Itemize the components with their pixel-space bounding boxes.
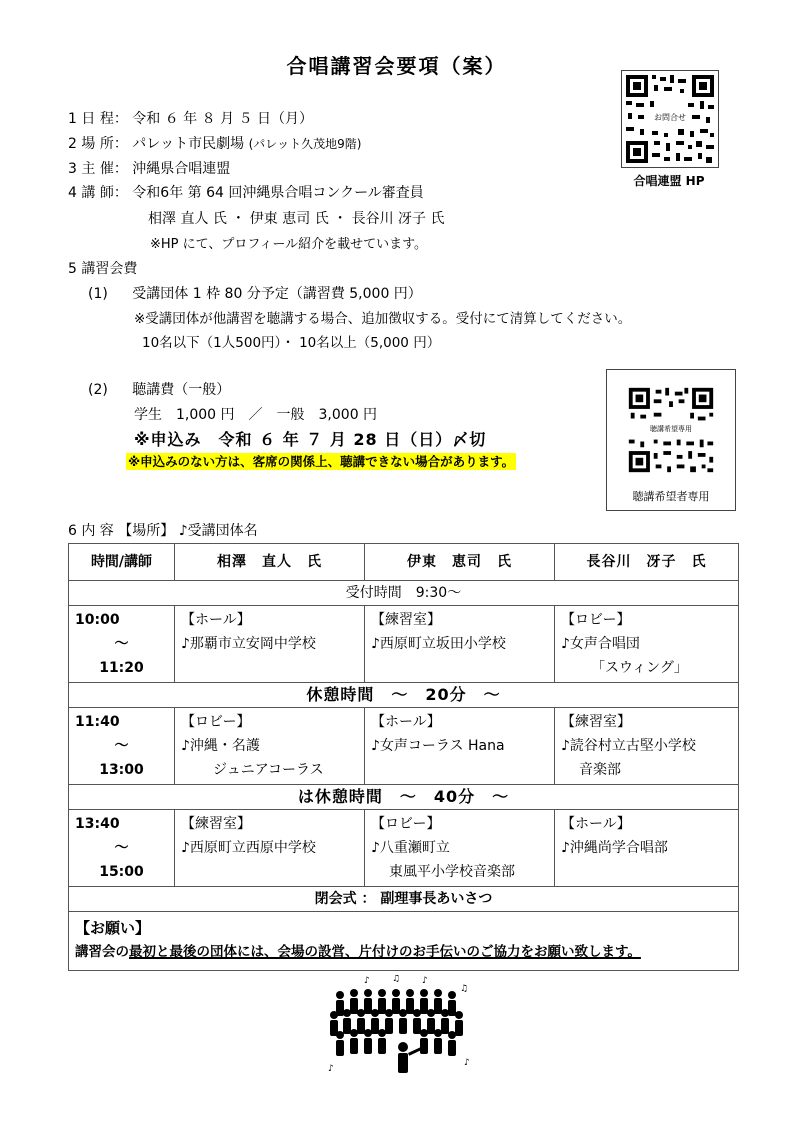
- qr-code-listen[interactable]: [625, 384, 717, 476]
- group-name-cont: 東風平小学校音楽部: [389, 864, 515, 880]
- session-cell: [365, 810, 555, 887]
- page-title: 合唱講習会要項（案）: [286, 54, 507, 78]
- item-value: パレット市民劇場: [132, 136, 245, 152]
- break-row: [69, 683, 739, 708]
- room-label: 【ホール】: [371, 714, 441, 730]
- break-time: 休憩時間 ～ 20分 ～: [69, 683, 739, 708]
- svg-text:♪: ♪: [464, 1058, 470, 1068]
- choir-icon: [326, 975, 474, 1075]
- item-number: 4: [68, 185, 77, 201]
- group-name: ♪読谷村立古堅小学校: [561, 738, 696, 754]
- session-cell: [555, 606, 739, 683]
- room-label: 【ロビー】: [371, 816, 441, 832]
- item-venue: [68, 133, 362, 153]
- qr-caption: 合唱連盟 HP: [633, 174, 705, 188]
- request-cell: [69, 912, 739, 971]
- warning-note: [126, 452, 516, 470]
- svg-text:♪: ♪: [364, 976, 370, 986]
- fee-group-rates: 10名以下（1人500円）・ 10名以上（5,000 円）: [142, 335, 441, 351]
- item-label: 日 程：: [81, 111, 128, 127]
- session-start: 11:40: [75, 714, 120, 730]
- group-name: ♪女声合唱団: [561, 636, 640, 652]
- reception-row: [69, 581, 739, 606]
- session-cell: [555, 810, 739, 887]
- header-lecturer: 長谷川 冴子 氏: [555, 544, 739, 581]
- item-sub: (パレット久茂地9階): [248, 137, 362, 151]
- session-end: 15:00: [99, 864, 144, 880]
- group-name: ♪女声コーラス Hana: [371, 738, 505, 754]
- room-label: 【ホール】: [181, 612, 251, 628]
- table-row: [69, 708, 739, 785]
- fee-group-line: [88, 283, 422, 303]
- header-time-col: 時間/講師: [69, 544, 175, 581]
- closing-row: [69, 887, 739, 912]
- qr-listen-box: [606, 369, 736, 511]
- item-value: 沖縄県合唱連盟: [132, 161, 231, 177]
- header-lecturer: 相澤 直人 氏: [175, 544, 365, 581]
- session-cell: [555, 708, 739, 785]
- group-name: ♪西原町立坂田小学校: [371, 636, 506, 652]
- request-text: [75, 940, 732, 964]
- item-schedule-date: [68, 108, 313, 128]
- item-label: 場 所：: [81, 136, 128, 152]
- session-time: [69, 606, 175, 683]
- break-row: [69, 785, 739, 810]
- request-text-part: 講習会の: [75, 944, 129, 960]
- reception-time: 受付時間 9:30～: [69, 581, 739, 606]
- session-cell: [365, 708, 555, 785]
- item-number: 1: [68, 111, 77, 127]
- group-name: ♪那覇市立安岡中学校: [181, 636, 316, 652]
- session-tilde: ～: [114, 840, 129, 856]
- session-tilde: ～: [114, 738, 129, 754]
- session-end: 13:00: [99, 762, 144, 778]
- warning-highlight: ※申込みのない方は、客席の関係上、聴講できない場合があります。: [128, 454, 515, 469]
- group-name-cont: ジュニアコーラス: [213, 762, 324, 778]
- session-start: 13:40: [75, 816, 120, 832]
- content-heading: 6 内 容 【場所】 ♪受講団体名: [68, 523, 258, 539]
- item-value: 令和6年 第 64 回沖縄県合唱コンクール審査員: [132, 185, 424, 201]
- group-name: ♪八重瀬町立: [371, 840, 450, 856]
- schedule-table: [68, 543, 739, 971]
- deadline: ※申込み 令和 ６ 年 ７ 月 28 日（日）〆切: [134, 430, 487, 449]
- break-time: は休憩時間 ～ 40分 ～: [69, 785, 739, 810]
- fee-listen-rates: 学生 1,000 円 ／ 一般 3,000 円: [134, 407, 378, 423]
- qr-inner-label: 聴講希望専用: [650, 425, 692, 433]
- request-text-underlined: 最初と最後: [129, 944, 197, 960]
- request-heading: 【お願い】: [75, 919, 151, 937]
- fee-heading: 5 講習会費: [68, 261, 138, 277]
- item-value: 令和 ６ 年 ８ 月 ５ 日（月）: [132, 111, 313, 127]
- session-time: [69, 810, 175, 887]
- group-name: ♪沖縄尚学合唱部: [561, 840, 668, 856]
- session-end: 11:20: [99, 660, 144, 676]
- session-cell: [175, 708, 365, 785]
- session-start: 10:00: [75, 612, 120, 628]
- choir-illustration: [326, 975, 474, 1075]
- fee-group-note: ※受講団体が他講習を聴講する場合、追加徴収する。受付にて清算してください。: [134, 311, 632, 327]
- session-cell: [175, 606, 365, 683]
- closing-ceremony: 閉会式 ： 副理事長あいさつ: [69, 887, 739, 912]
- item-number: 2: [68, 136, 77, 152]
- item-label: 主 催：: [81, 161, 128, 177]
- session-cell: [175, 810, 365, 887]
- item-organizer: [68, 158, 230, 178]
- request-text-part: の団体には、会場の設営、片付けのお手伝いのご協力をお願い致します。: [196, 944, 641, 960]
- item-number: 3: [68, 161, 77, 177]
- group-name: ♪沖縄・名護: [181, 738, 260, 754]
- svg-text:♫: ♫: [392, 975, 401, 984]
- room-label: 【練習室】: [181, 816, 251, 832]
- item-label: 講 師：: [81, 185, 128, 201]
- fee-group-number: (1): [88, 286, 108, 302]
- room-label: 【練習室】: [371, 612, 441, 628]
- item-lecturers: [68, 182, 424, 202]
- fee-listen-label: 聴講費（一般）: [132, 382, 231, 398]
- fee-listen-number: (2): [88, 382, 108, 398]
- hp-note: ※HP にて、プロフィール紹介を載せています。: [150, 237, 428, 252]
- room-label: 【ロビー】: [181, 714, 251, 730]
- qr-code-contact[interactable]: [621, 70, 719, 168]
- group-name-cont: 「スウィング」: [591, 660, 688, 676]
- header-lecturer: 伊東 恵司 氏: [365, 544, 555, 581]
- table-row: [69, 606, 739, 683]
- qr-caption: 聴講希望者専用: [632, 490, 710, 503]
- session-tilde: ～: [114, 636, 129, 652]
- svg-text:♪: ♪: [422, 976, 428, 986]
- svg-text:♫: ♫: [460, 984, 469, 994]
- table-header-row: [69, 544, 739, 581]
- group-name-cont: 音楽部: [579, 762, 621, 778]
- room-label: 【練習室】: [561, 714, 631, 730]
- room-label: 【ロビー】: [561, 612, 631, 628]
- qr-inner-label: お問合せ: [654, 113, 686, 122]
- group-name: ♪西原町立西原中学校: [181, 840, 316, 856]
- fee-listen-line: [88, 379, 230, 399]
- lecturers-names: 相澤 直人 氏 ・ 伊東 恵司 氏 ・ 長谷川 冴子 氏: [148, 211, 445, 227]
- session-time: [69, 708, 175, 785]
- fee-group-label: 受講団体 1 枠 80 分予定（講習費 5,000 円）: [132, 286, 422, 302]
- request-row: [69, 912, 739, 971]
- table-row: [69, 810, 739, 887]
- svg-text:♪: ♪: [328, 1064, 334, 1074]
- session-cell: [365, 606, 555, 683]
- room-label: 【ホール】: [561, 816, 631, 832]
